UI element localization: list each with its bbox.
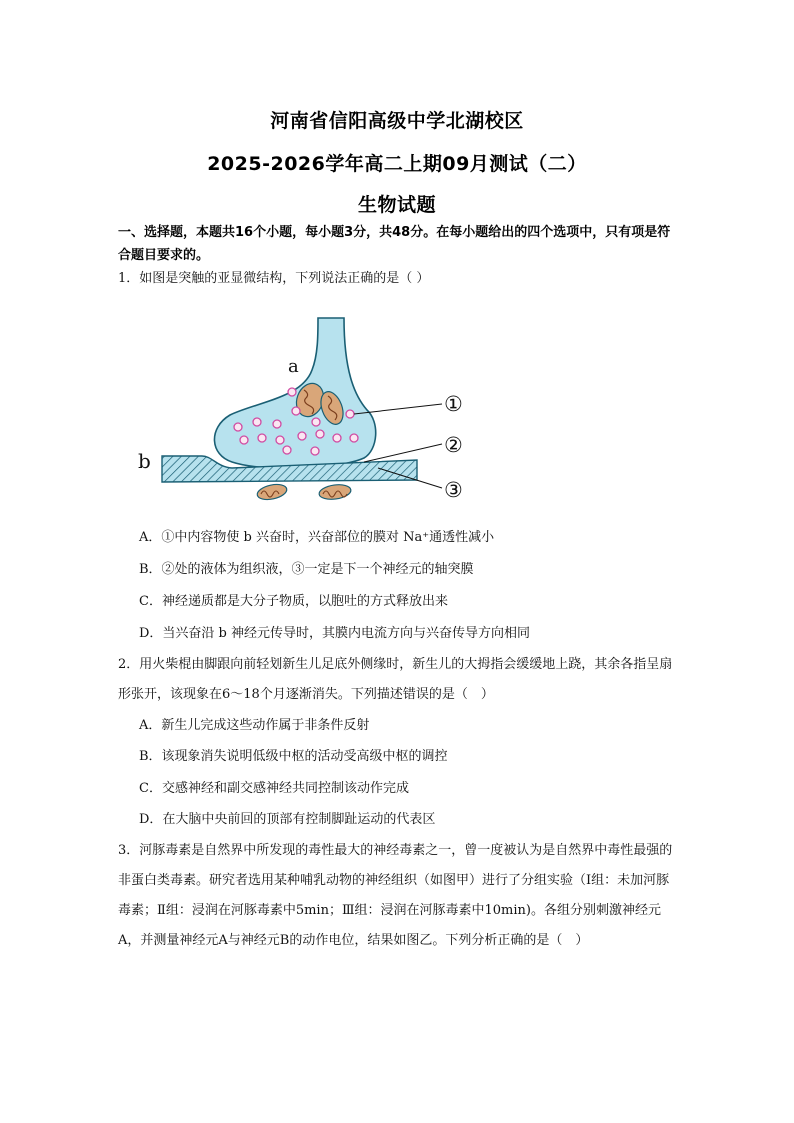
label-a: a	[288, 356, 299, 377]
label-b: b	[138, 449, 151, 473]
label-2: ②	[444, 433, 463, 457]
question-1-option-c: C．神经递质都是大分子物质，以胞吐的方式释放出来	[139, 594, 448, 609]
synapse-figure	[132, 310, 492, 510]
subject-title: 生物试题	[357, 194, 436, 216]
school-title: 河南省信阳高级中学北湖校区	[270, 110, 524, 132]
question-2-option-d: D．在大脑中央前回的顶部有控制脚趾运动的代表区	[139, 812, 436, 827]
label-1: ①	[444, 392, 463, 416]
synapse-diagram	[132, 310, 492, 514]
section-instruction: 一、选择题，本题共16个小题，每小题3分，共48分。在每小题给出的四个选项中，只有项是符合题目要求的。	[118, 225, 671, 263]
question-1-option-d: D．当兴奋沿 b 神经元传导时，其膜内电流方向与兴奋传导方向相同	[139, 626, 531, 641]
question-1-option-b: B．②处的液体为组织液，③一定是下一个神经元的轴突膜	[139, 562, 474, 577]
question-2-stem: 2．用火柴棍由脚跟向前轻划新生儿足底外侧缘时，新生儿的大拇指会缓缓地上跷，其余各指呈扇形张开，该现象在6～18个月逐渐消失。下列描述错误的是（ ）	[118, 657, 673, 702]
exam-title: 2025-2026学年高二上期09月测试（二）	[207, 153, 587, 175]
label-3: ③	[444, 478, 463, 502]
question-2-option-b: B．该现象消失说明低级中枢的活动受高级中枢的调控	[139, 749, 448, 764]
question-1-option-a: A．①中内容物使 b 兴奋时，兴奋部位的膜对 Na⁺通透性减小	[139, 530, 495, 545]
question-3-stem: 3．河豚毒素是自然界中所发现的毒性最大的神经毒素之一，曾一度被认为是自然界中毒性最强的非蛋白类毒素。研究者选用某种哺乳动物的神经组织（如图甲）进行了分组实验（Ⅰ组：未加河豚毒素；Ⅱ组：浸润在河豚毒素中5min；Ⅲ组：浸润在河豚毒素中10min)。各组分别刺激神经元A，并测量神经元A与神经元B的动作电位，结果如图乙。下列分析正确的是（ ）	[118, 843, 673, 948]
question-2-option-a: A．新生儿完成这些动作属于非条件反射	[139, 718, 370, 733]
question-2-option-c: C．交感神经和副交感神经共同控制该动作完成	[139, 781, 409, 796]
question-1-stem: 1．如图是突触的亚显微结构，下列说法正确的是（ ）	[118, 271, 430, 286]
mitochondria-postsynaptic	[256, 482, 352, 502]
